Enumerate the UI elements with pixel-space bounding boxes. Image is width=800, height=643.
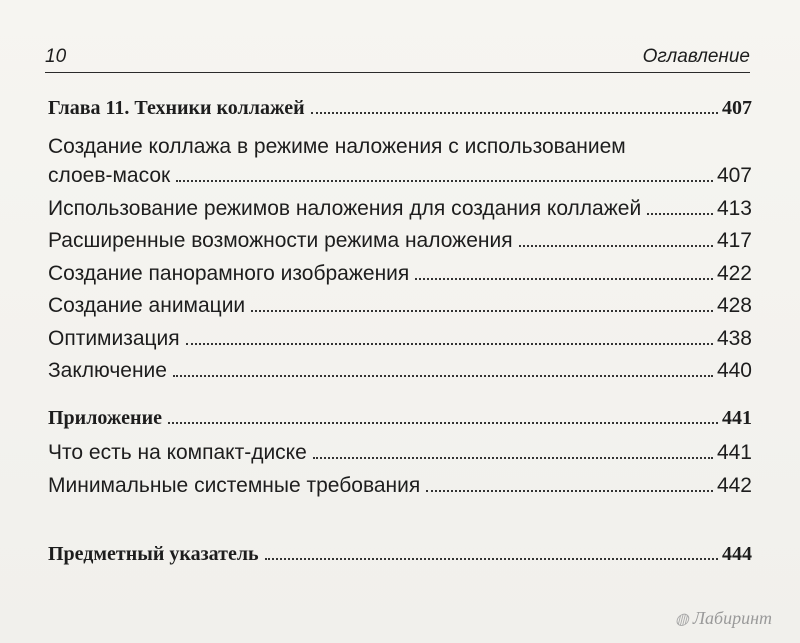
toc-entry-page: 438	[716, 327, 752, 350]
toc-entry-page: 442	[716, 474, 752, 497]
dot-leader	[647, 213, 713, 215]
watermark-text: Лабиринт	[692, 608, 772, 628]
toc-entry-title: Заключение	[48, 359, 167, 382]
dot-leader	[519, 245, 713, 247]
toc-entry-animation	[48, 290, 752, 318]
toc-entry-page: 428	[716, 294, 752, 317]
toc-entry-title: Приложение	[48, 407, 162, 429]
toc-entry-title: Оптимизация	[48, 327, 180, 350]
toc-entry-title: Что есть на компакт-диске	[48, 441, 307, 464]
toc-entry-page: 407	[722, 97, 752, 119]
dot-leader	[426, 490, 713, 492]
toc-entry-title: Минимальные системные требования	[48, 474, 421, 497]
dot-leader	[186, 343, 713, 345]
toc-entry-advanced-blend	[48, 225, 752, 253]
dot-leader	[176, 180, 713, 182]
toc-entry-blend-modes	[48, 193, 752, 221]
toc-entry-page: 441	[716, 441, 752, 464]
toc-entry-panorama	[48, 258, 752, 286]
dot-leader	[168, 422, 718, 424]
toc-entry-title: Создание панорамного изображения	[48, 262, 410, 285]
toc-entry-optimization	[48, 323, 752, 351]
toc-entry-conclusion	[48, 355, 752, 383]
toc-entry-title: Расширенные возможности режима наложения	[48, 229, 513, 252]
dot-leader	[415, 278, 713, 280]
running-head: Оглавление	[642, 46, 750, 67]
toc-entry-title: Глава 11. Техники коллажей	[48, 97, 305, 119]
toc-subject-index	[48, 538, 752, 566]
page-number: 10	[45, 46, 67, 67]
toc-entry-page: 407	[716, 164, 752, 187]
labyrinth-logo-icon: ◍	[674, 610, 689, 628]
toc-entry-page: 444	[722, 543, 752, 565]
toc-entry-page: 422	[716, 262, 752, 285]
toc-entry-page: 413	[716, 197, 752, 220]
dot-leader	[313, 457, 713, 459]
toc-entry-title: слоев-масок	[48, 164, 171, 187]
toc-entry-cd-contents	[48, 437, 752, 465]
dot-leader	[173, 375, 713, 377]
watermark-logo	[675, 608, 772, 629]
toc-entry-title: Создание анимации	[48, 294, 246, 317]
toc-appendix	[48, 402, 752, 430]
toc-entry-title: Использование режимов наложения для создания коллажей	[48, 197, 642, 220]
toc-entry-page: 440	[716, 359, 752, 382]
toc-entry-line-1: Создание коллажа в режиме наложения с использованием	[48, 135, 626, 158]
toc-entry-page: 441	[722, 407, 752, 429]
dot-leader	[251, 310, 713, 312]
dot-leader	[311, 112, 718, 114]
toc-entry-title: Предметный указатель	[48, 543, 259, 565]
toc-entry-collage-layer-masks	[48, 160, 752, 188]
toc-chapter-11	[48, 92, 752, 120]
dot-leader	[265, 558, 718, 560]
toc-entry-page: 417	[716, 229, 752, 252]
toc-entry-system-requirements	[48, 470, 752, 498]
